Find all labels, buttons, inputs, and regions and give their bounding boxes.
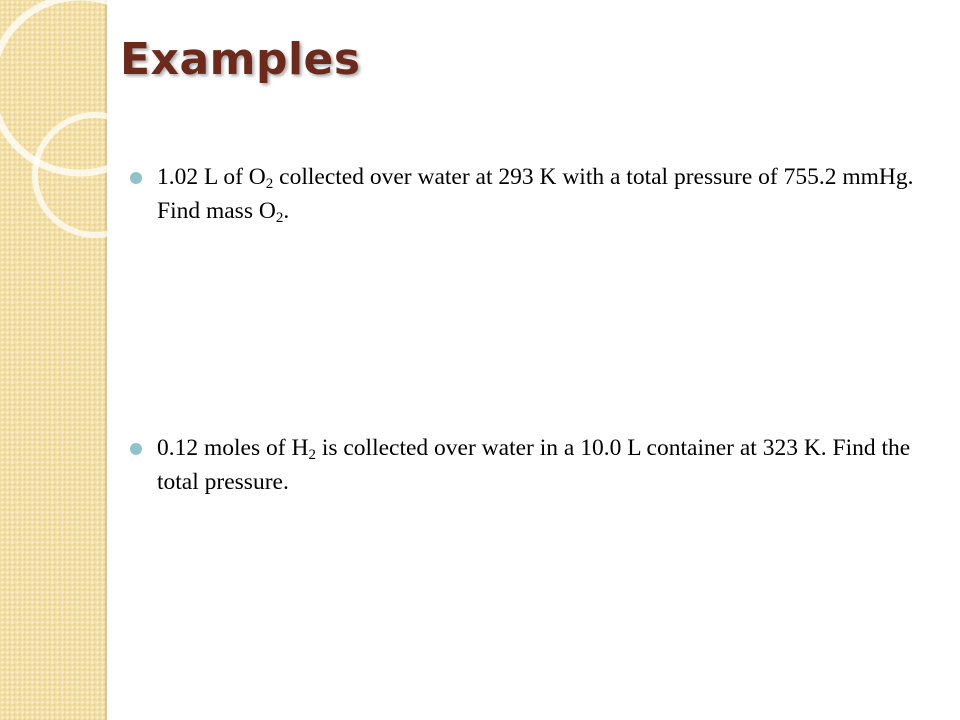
subscript: 2	[275, 210, 284, 226]
slide-title: Examples	[120, 34, 361, 85]
bullet-text-segment: 0.12 moles of H	[157, 435, 309, 461]
bullet-dot-icon	[130, 443, 142, 455]
decorative-ring-large	[0, 0, 168, 173]
subscript: 2	[308, 447, 316, 463]
bullet-dot-icon	[130, 172, 142, 184]
bullet-text-segment: is collected over water in a 10.0 L container at 323 K. Find the total pressure.	[157, 435, 911, 495]
bullet-text-segment: 1.02 L of O	[157, 164, 266, 190]
bullet-text	[157, 160, 937, 228]
bullet-text	[157, 431, 937, 499]
subscript: 2	[265, 176, 274, 192]
bullet-text-segment: collected over water at 293 K with a total pressure of 755.2 mmHg. Find mass O	[157, 164, 914, 224]
bullet-text-segment: .	[283, 198, 290, 224]
